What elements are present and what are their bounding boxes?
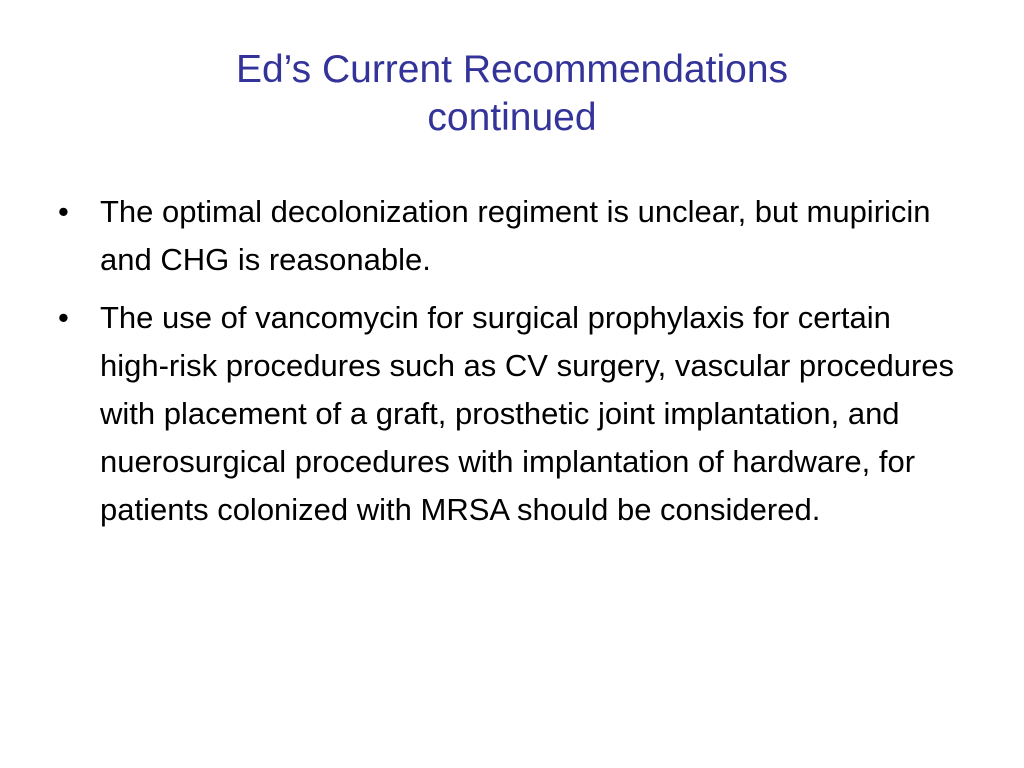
- bullet-dot-icon: •: [58, 300, 69, 335]
- slide-title: [80, 46, 944, 142]
- bullet-dot-icon: •: [58, 194, 69, 229]
- bullet-item-vancomycin: [58, 294, 958, 534]
- bullet-item-decolonization: [58, 188, 958, 284]
- bullet-text-vancomycin: The use of vancomycin for surgical prophylaxis for certain high-risk procedures such as CV surgery, vascular procedures with placement of a graft, prosthetic joint implantation, and nuerosurgical procedures with implantation of hardware, for patients colonized with MRSA should be considered.: [100, 300, 955, 527]
- bullet-list: [58, 188, 958, 544]
- slide-title-line-2: continued: [427, 96, 597, 139]
- bullet-text-decolonization: The optimal decolonization regiment is unclear, but mupiricin and CHG is reasonable.: [100, 194, 931, 277]
- slide-title-line-1: Ed’s Current Recommendations: [235, 48, 789, 91]
